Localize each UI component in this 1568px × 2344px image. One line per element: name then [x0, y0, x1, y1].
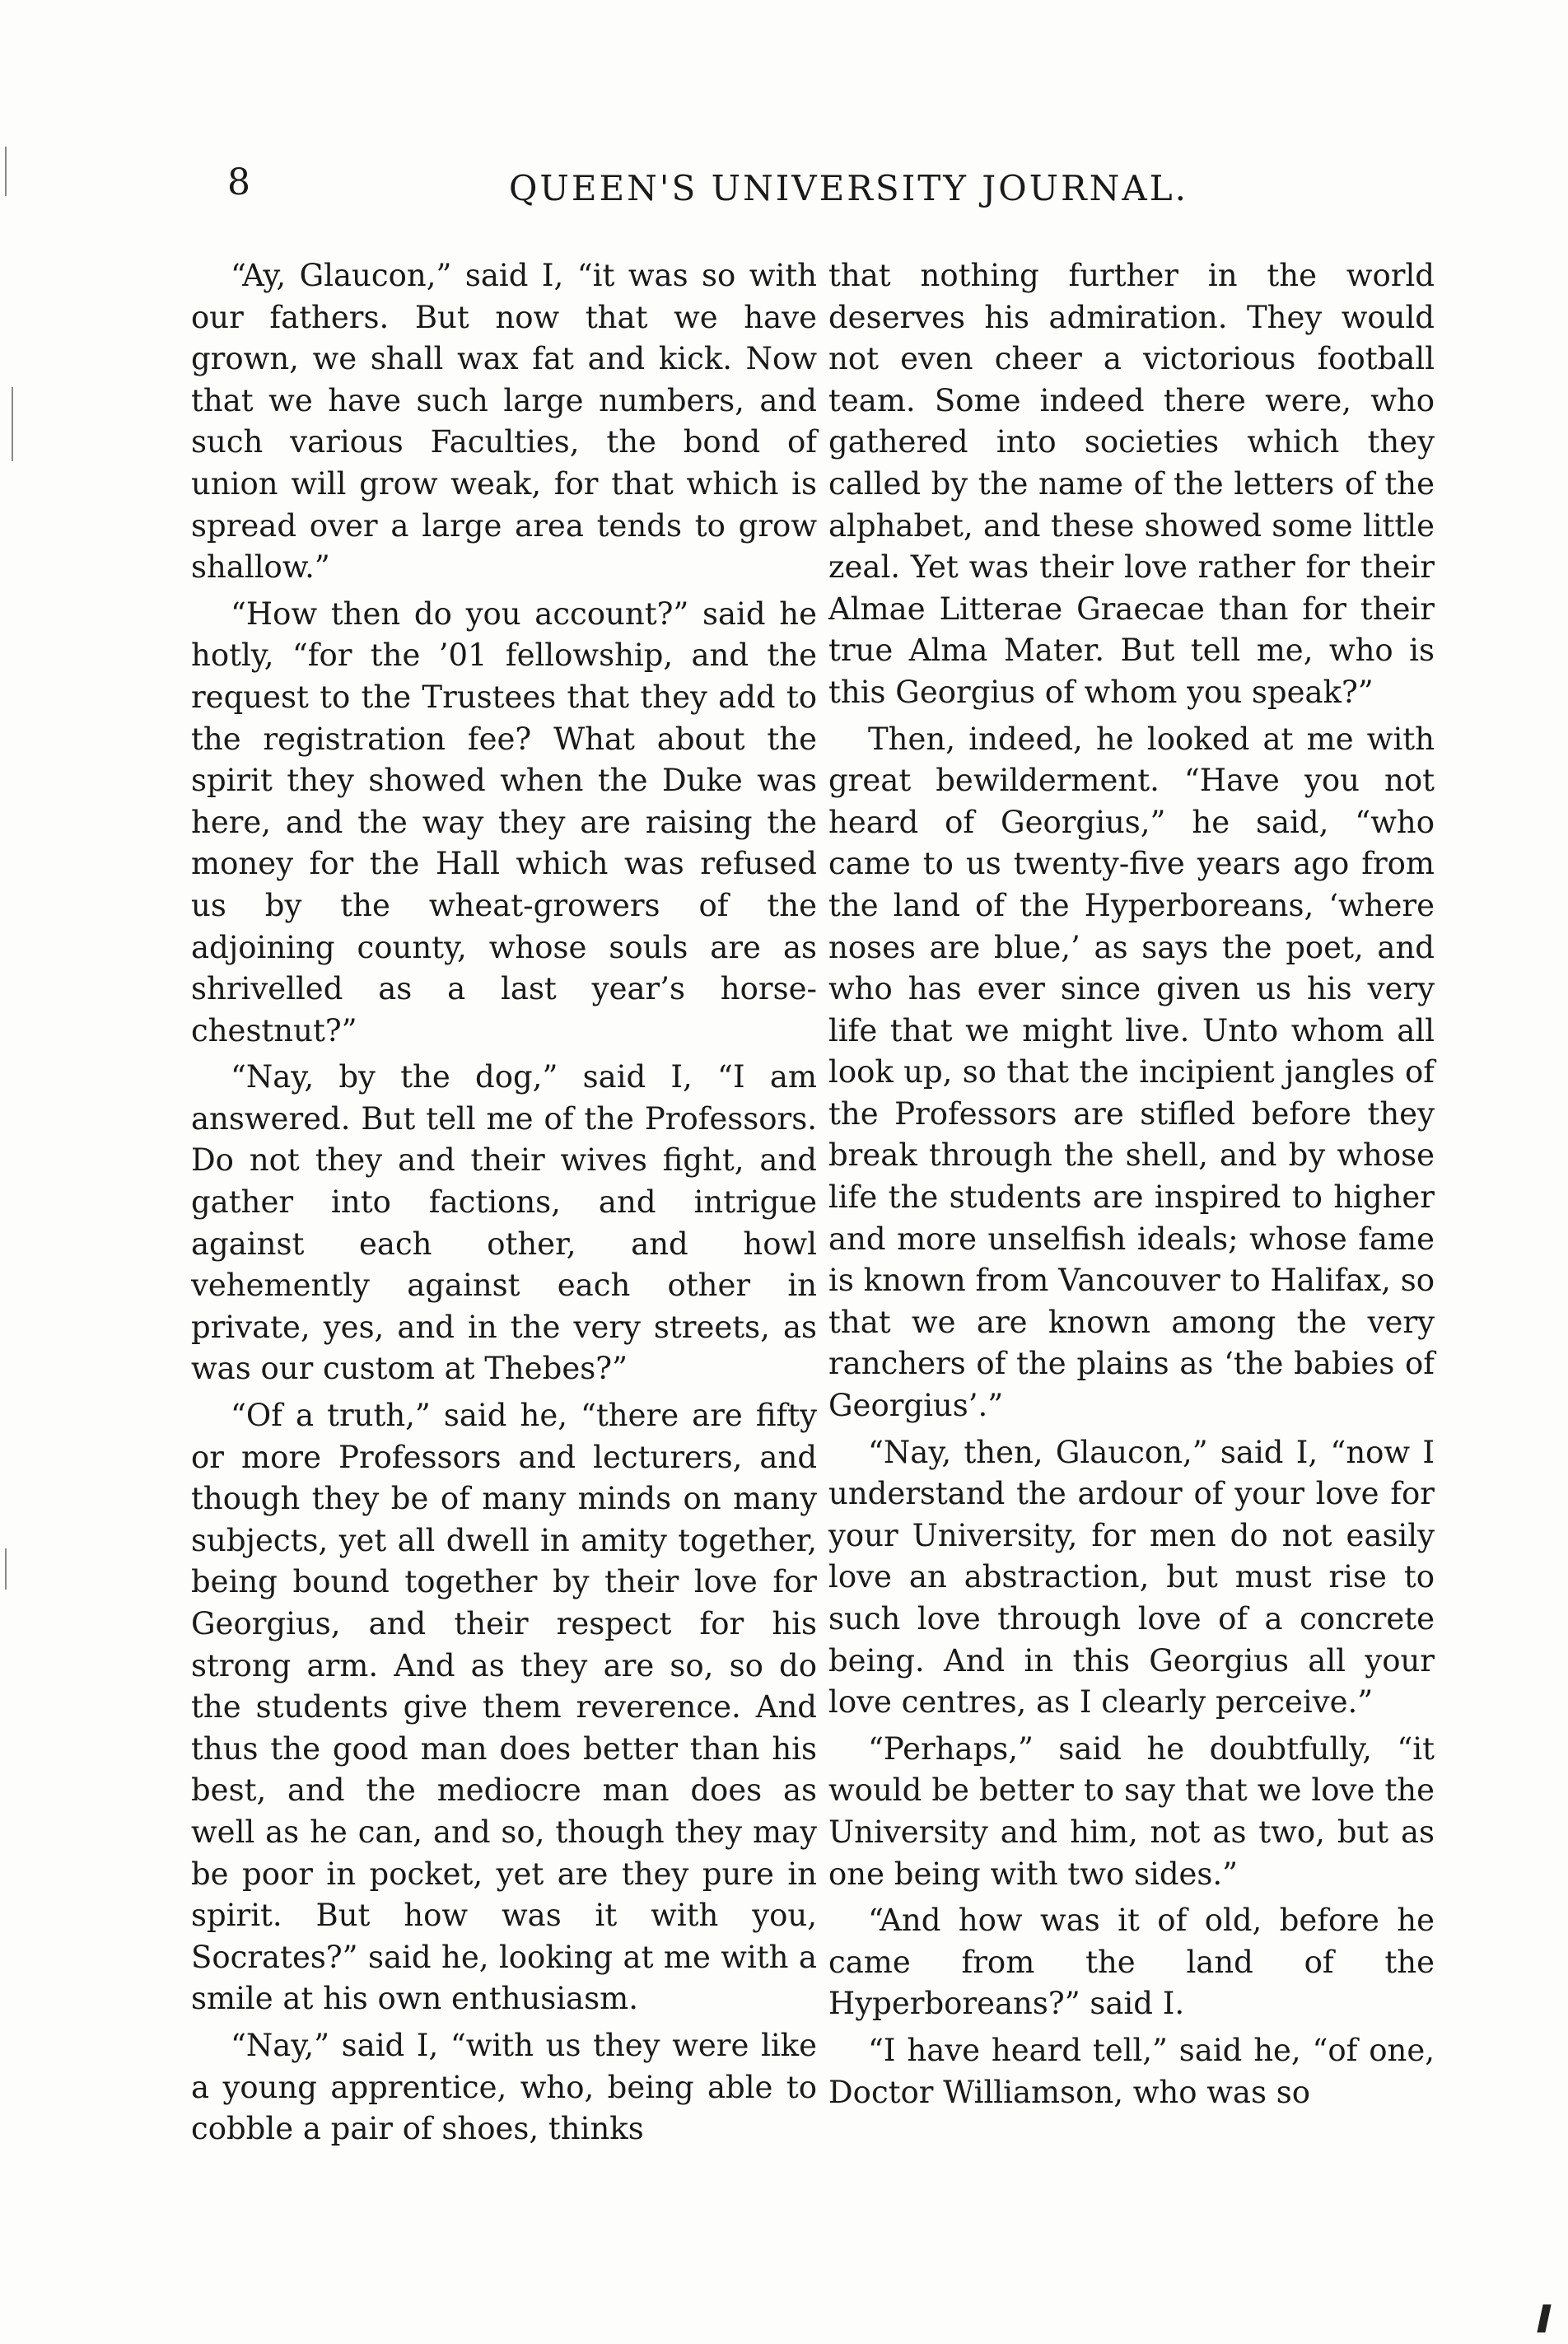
paragraph: “I have heard tell,” said he, “of one, Doctor Williamson, who was so: [828, 2032, 1435, 2110]
margin-scan-mark: [5, 147, 7, 196]
margin-scan-mark: [12, 387, 13, 461]
paragraph-continued: that nothing further in the world deserves his admiration. They would not even cheer a victorious football team. Some indeed there were, who gathered into societies which they called by the name of the letters of the alphabet, and these showed some little zeal. Yet was their love rather for their Almae Litterae Graecae than for their true Alma Mater. But tell me, who is this Georgius of whom you speak?”: [828, 258, 1435, 710]
page-number: 8: [227, 161, 250, 203]
corner-scan-mark: [1537, 2304, 1551, 2332]
margin-scan-mark: [5, 1548, 7, 1590]
left-column: [191, 255, 817, 2155]
paragraph: “Nay,” said I, “with us they were like a young apprentice, who, being able to cobble a pair of shoes, thinks: [191, 2027, 817, 2147]
paragraph: “And how was it of old, before he came from the land of the Hyperboreans?” said I.: [828, 1903, 1435, 2022]
paragraph: “Ay, Glaucon,” said I, “it was so with our fathers. But now that we have grown, we shall wax fat and kick. Now that we have such large numbers, and such various Faculties, the bond of union will grow weak, for that which is spread over a large area tends to grow shallow.”: [191, 258, 817, 586]
paragraph: “Nay, by the dog,” said I, “I am answered. But tell me of the Professors. Do not they and their wives fight, and gather into factions, and intrigue against each other, and howl vehemently against each other in private, yes, and in the very streets, as was our custom at Thebes?”: [191, 1059, 817, 1387]
paragraph: “Of a truth,” said he, “there are fifty or more Professors and lecturers, and though they be of many minds on many subjects, yet all dwell in amity together, being bound together by their love for Georgius, and their respect for his strong arm. And as they are so, so do the students give them reverence. And thus the good man does better than his best, and the mediocre man does as well as he can, and so, though they may be poor in pocket, yet are they pure in spirit. But how was it with you, Socrates?” said he, looking at me with a smile at his own enthusiasm.: [191, 1398, 817, 2017]
paragraph: “Perhaps,” said he doubtfully, “it would be better to say that we love the University and him, not as two, but as one being with two sides.”: [828, 1730, 1435, 1892]
paragraph: “Nay, then, Glaucon,” said I, “now I understand the ardour of your love for your University, for men do not easily love an abstraction, but must rise to such love through love of a concrete being. And in this Georgius all your love centres, as I clearly perceive.”: [828, 1434, 1435, 1721]
right-column: [828, 255, 1435, 2118]
paragraph: Then, indeed, he looked at me with great bewilderment. “Have you not heard of Georgius,” he said, “who came to us twenty-five years ago from the land of the Hyperboreans, ‘where noses are blue,’ as says the poet, and who has ever since given us his very life that we might live. Unto whom all look up, so that the incipient jangles of the Professors are stifled before they break through the shell, and by whose life the students are inspired to higher and more unselfish ideals; whose fame is known from Vancouver to Halifax, so that we are known among the very ranchers of the plains as ‘the babies of Georgius’.”: [828, 721, 1435, 1424]
running-head: QUEEN'S UNIVERSITY JOURNAL.: [509, 168, 1188, 208]
paragraph: “How then do you account?” said he hotly, “for the ’01 fellowship, and the request to the Trustees that they add to the registration fee? What about the spirit they showed when the Duke was here, and the way they are raising the money for the Hall which was refused us by the wheat-growers of the adjoining county, whose souls are as shrivelled as a last year’s horse-chestnut?”: [191, 595, 817, 1048]
